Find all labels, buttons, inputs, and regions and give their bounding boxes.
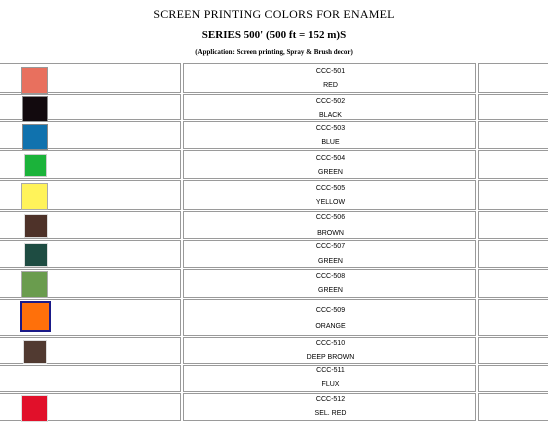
color-swatch <box>21 67 48 94</box>
color-name: DEEP BROWN <box>306 354 355 361</box>
color-swatch <box>21 271 48 298</box>
color-code: CCC-503 <box>315 125 346 132</box>
color-code: CCC-506 <box>315 214 346 221</box>
table-row <box>0 150 548 179</box>
empty-cell <box>478 337 548 364</box>
color-name: FLUX <box>321 381 340 388</box>
swatch-cell <box>0 337 181 364</box>
color-info-cell <box>183 180 476 210</box>
color-code: CCC-510 <box>315 340 346 347</box>
swatch-cell <box>0 393 181 421</box>
color-swatch <box>23 340 47 364</box>
empty-cell <box>478 121 548 149</box>
table-row <box>0 269 548 298</box>
swatch-cell <box>0 94 181 120</box>
color-info-cell <box>183 393 476 421</box>
color-name: GREEN <box>318 258 343 265</box>
color-name: BROWN <box>317 230 344 237</box>
empty-cell <box>478 365 548 392</box>
table-row <box>0 365 548 392</box>
color-code: CCC-502 <box>315 98 346 105</box>
empty-cell <box>478 180 548 210</box>
swatch-cell <box>0 365 181 392</box>
color-name: RED <box>323 82 338 89</box>
color-code: CCC-505 <box>315 185 346 192</box>
color-code: CCC-509 <box>315 307 346 314</box>
color-code: CCC-504 <box>315 155 346 162</box>
table-row <box>0 180 548 210</box>
empty-cell <box>478 94 548 120</box>
color-swatch <box>22 124 48 150</box>
swatch-cell <box>0 211 181 239</box>
swatch-cell <box>0 180 181 210</box>
color-info-cell <box>183 150 476 179</box>
table-row <box>0 240 548 268</box>
color-info-cell <box>183 121 476 149</box>
color-swatch <box>24 154 47 177</box>
color-code: CCC-511 <box>316 367 345 374</box>
empty-cell <box>478 240 548 268</box>
swatch-cell <box>0 299 181 336</box>
color-name: SEL. RED <box>314 410 347 417</box>
swatch-cell <box>0 240 181 268</box>
empty-cell <box>478 393 548 421</box>
color-info-cell <box>183 211 476 239</box>
swatch-cell <box>0 121 181 149</box>
table-row <box>0 121 548 149</box>
color-name: GREEN <box>318 287 343 294</box>
table-row <box>0 393 548 421</box>
table-row <box>0 299 548 336</box>
color-code: CCC-501 <box>315 68 346 75</box>
color-swatch <box>24 214 48 238</box>
color-info-cell <box>183 94 476 120</box>
application-note: (Application: Screen printing, Spray & Brush decor) <box>195 48 353 56</box>
empty-cell <box>478 150 548 179</box>
color-swatch <box>24 243 48 267</box>
empty-cell <box>478 211 548 239</box>
swatch-cell <box>0 269 181 298</box>
swatch-cell <box>0 63 181 93</box>
color-code: CCC-508 <box>315 273 346 280</box>
color-info-cell <box>183 337 476 364</box>
color-swatch <box>22 96 48 122</box>
color-name: YELLOW <box>315 199 346 206</box>
page-title: SCREEN PRINTING COLORS FOR ENAMEL <box>153 7 395 21</box>
color-name: ORANGE <box>315 323 346 330</box>
color-info-cell <box>183 299 476 336</box>
empty-cell <box>478 299 548 336</box>
series-heading: SERIES 500' (500 ft = 152 m)S <box>201 29 347 41</box>
color-info-cell <box>183 365 476 392</box>
color-info-cell <box>183 269 476 298</box>
table-row <box>0 94 548 120</box>
color-swatch <box>21 395 48 422</box>
empty-cell <box>478 63 548 93</box>
swatch-cell <box>0 150 181 179</box>
table-row <box>0 337 548 364</box>
empty-cell <box>478 269 548 298</box>
table-row <box>0 211 548 239</box>
color-info-cell <box>183 240 476 268</box>
color-name: GREEN <box>318 169 343 176</box>
color-swatch <box>21 183 48 210</box>
color-name: BLUE <box>321 139 340 146</box>
color-code: CCC-507 <box>315 243 346 250</box>
color-code: CCC-512 <box>315 396 346 403</box>
table-row <box>0 63 548 93</box>
color-name: BLACK <box>319 112 342 119</box>
color-swatch <box>20 301 51 332</box>
color-info-cell <box>183 63 476 93</box>
